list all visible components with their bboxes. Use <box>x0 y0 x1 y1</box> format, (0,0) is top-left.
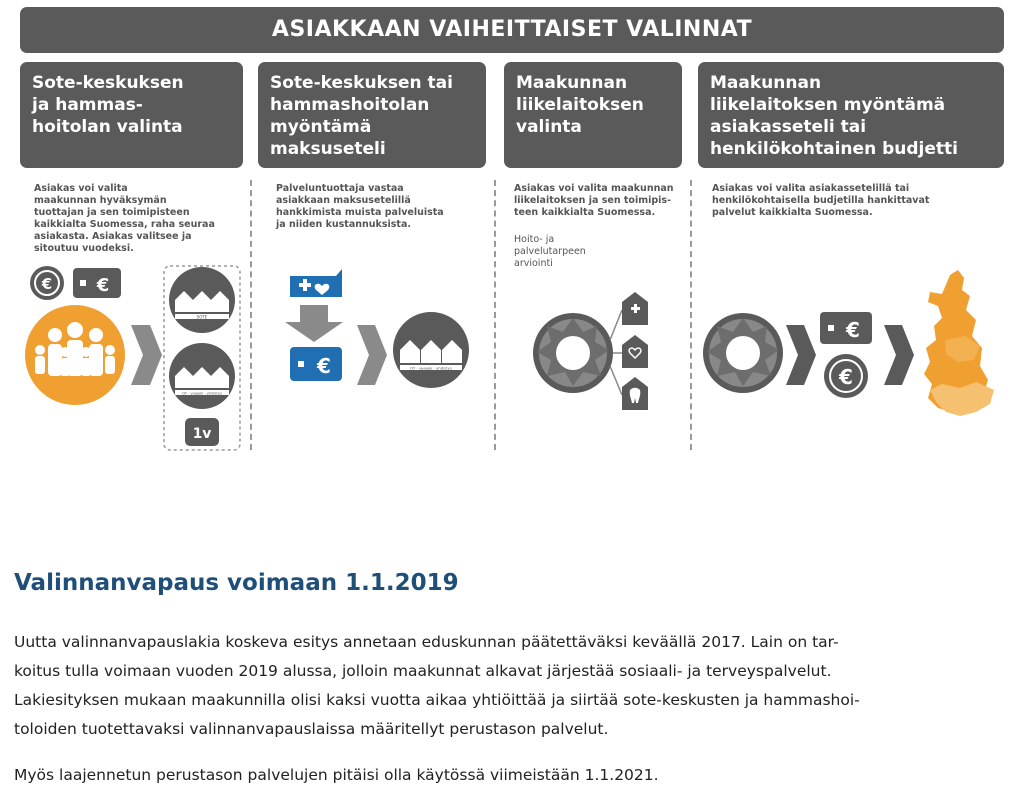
region-wheel-icon <box>533 313 613 393</box>
family-icon <box>25 305 125 405</box>
svg-text:OY · vaaaok · yhdistys: OY · vaaaok · yhdistys <box>182 391 222 396</box>
health-house-icon <box>622 292 648 325</box>
paragraph-line: Uutta valinnanvapauslakia koskeva esitys annetaan eduskunnan päätettäväksi keväällä 2017. Lain on tar- <box>14 633 839 651</box>
svg-text:OY · vaaaok · yhdistys: OY · vaaaok · yhdistys <box>410 365 452 371</box>
svg-text:€: € <box>839 365 853 389</box>
svg-text:SOTE: SOTE <box>196 314 208 320</box>
paragraph-line: toloiden tuotettavaksi valinnanvapauslaissa määritellyt perustason palvelut. <box>14 720 609 738</box>
infographic-banner: ASIAKKAAN VAIHEITTAISET VALINNAT <box>20 7 1004 53</box>
assessment-note: Hoito- ja palvelutarpeen arviointi <box>514 234 586 269</box>
column-title-2: Sote-keskuksen tai hammashoitolan myöntämä maksuseteli <box>258 62 486 168</box>
article-heading: Valinnanvapaus voimaan 1.1.2019 <box>14 570 459 596</box>
euro-coin-icon-2 <box>824 354 868 398</box>
card-euro-icon <box>73 268 121 298</box>
finland-map-icon <box>924 270 994 416</box>
paragraph-line: koitus tulla voimaan vuoden 2019 alussa, jolloin maakunnat alkavat järjestää sosiaali- ja terveyspalvelut. <box>14 662 832 680</box>
column-desc-1: Asiakas voi valita maakunnan hyväksymän tuottajan ja sen toimipisteen kaikkialta Suomessa, raha seuraa asiakasta. Asiakas valitsee ja sitoutuu vuodeksi. <box>34 183 215 254</box>
svg-text:1v: 1v <box>192 426 212 442</box>
care-house-icon <box>622 335 648 368</box>
column-title-3: Maakunnan liikelaitoksen valinta <box>504 62 682 168</box>
column-desc-2: Palveluntuottaja vastaa asiakkaan maksusetelillä hankkimista muista palveluista ja niiden kustannuksista. <box>276 183 444 230</box>
paragraph-line: Lakiesityksen mukaan maakunnilla olisi kaksi vuotta aikaa yhtiöittää ja siirtää sote-keskusten ja hammashoi- <box>14 691 860 709</box>
svg-text:€: € <box>96 275 110 296</box>
svg-text:€: € <box>317 354 331 378</box>
service-provider-icon <box>393 312 469 388</box>
arrow-icon <box>357 325 387 385</box>
voucher-euro-icon <box>290 347 342 381</box>
svg-text:€: € <box>846 318 860 342</box>
euro-coin-icon <box>30 266 64 300</box>
column-desc-3: Asiakas voi valita maakunnan liikelaitoksen ja sen toimipis- teen kaikkialta Suomessa. <box>514 183 674 218</box>
health-tag-icon <box>290 269 342 297</box>
one-year-icon <box>185 418 219 446</box>
column-title-4: Maakunnan liikelaitoksen myöntämä asiakasseteli tai henkilökohtainen budjetti <box>698 62 1004 168</box>
article-paragraph-1 <box>14 628 1014 744</box>
column-title-1: Sote-keskuksen ja hammas- hoitolan valinta <box>20 62 243 168</box>
sote-centre-icon <box>169 267 235 333</box>
region-wheel-icon-2 <box>703 313 783 393</box>
arrow-icon <box>131 325 162 385</box>
svg-text:€: € <box>41 275 53 293</box>
dental-house-icon <box>622 377 648 410</box>
arrow-icon <box>884 325 914 385</box>
article-paragraph-2: Myös laajennetun perustason palvelujen pitäisi olla käytössä viimeistään 1.1.2021. <box>14 766 659 784</box>
down-arrow-icon <box>285 305 343 342</box>
infographic-illustrations <box>0 250 1024 455</box>
dental-clinic-icon <box>169 343 235 409</box>
card-euro-icon-2 <box>820 312 872 344</box>
arrow-icon <box>786 325 816 385</box>
column-desc-4: Asiakas voi valita asiakassetelillä tai henkilökohtaisella budjetilla hankittavat palvelut kaikkialta Suomessa. <box>712 183 930 218</box>
